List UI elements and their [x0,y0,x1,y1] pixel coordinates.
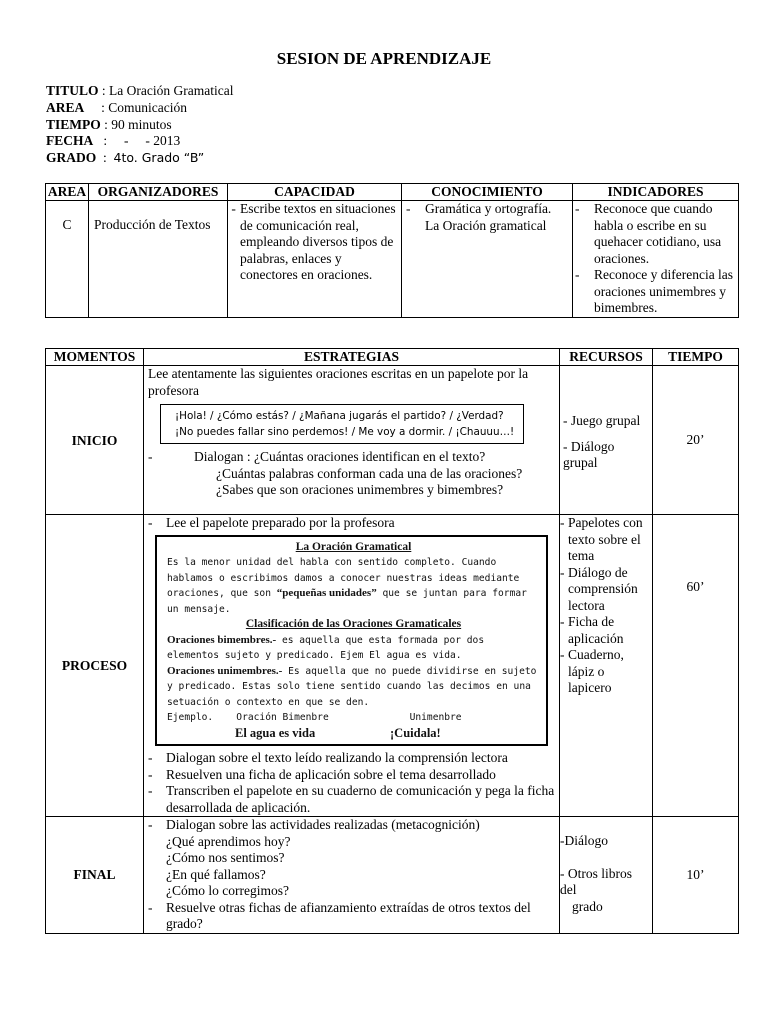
final-q3: ¿En qué fallamos? [166,866,266,882]
meta-fecha-sep: : [93,133,111,149]
final-tiempo: 10’ [653,817,739,934]
papelote-ejemplos [167,726,540,742]
meta-area-key: AREA [46,99,85,115]
papelote-ejemplo-line: Ejemplo. Oración Bimenbre Unimenbre [167,712,462,723]
meta-area [46,100,233,117]
header-estrategias: ESTRATEGIAS [144,349,560,366]
unimembres-label: Oraciones unimembres.- [167,664,283,677]
inicio-intro: Lee atentamente las siguientes oraciones escritas en un papelote por la profesora [148,366,529,398]
cell-conocimiento: - Gramática y ortografía. La Oración gramatical [402,201,573,318]
final-q4: ¿Cómo lo corregimos? [166,883,289,898]
proceso-recursos: - Papelotes con texto sobre el tema - Diálogo de comprensión lectora - Ficha de aplicación - Cuaderno, lápiz o lapicero [560,515,653,817]
header-tiempo: TIEMPO [653,349,739,366]
inicio-dialogan-2: ¿Cuántas palabras conforman cada una de las oraciones? [216,465,523,481]
papelote-unimembres [167,664,540,711]
inicio-dialogan-1: Dialogan : ¿Cuántas oraciones identifican en el texto? [194,449,486,464]
meta-grado-sep: : [96,150,114,166]
papelote-title: La Oración Gramatical [295,540,412,553]
conocimiento-1: Gramática y ortografía. [425,201,552,216]
moment-inicio: INICIO [46,366,144,515]
proceso-item-4: Transcriben el papelote en su cuaderno de comunicación y pega la ficha desarrollada de aplicación. [166,783,555,815]
moment-proceso: PROCESO [46,515,144,817]
papelote-definition-end: que se juntan para formar un mensaje. [167,588,527,615]
moment-final: FINAL [46,817,144,934]
moments-table-header [46,349,739,366]
header-capacidad: CAPACIDAD [228,184,402,201]
final-q1: ¿Qué aprendimos hoy? [166,833,291,849]
proceso-items: - Dialogan sobre el texto leído realizando la comprensión lectora - Resuelven una ficha de aplicación sobre el tema desarrollado - Transcriben el papelote en su cuaderno de comunicación y pega la ficha desarrollada de aplicación. [148,750,555,815]
inicio-recurso-2: - Diálogo grupal [563,438,615,470]
capacidad-text: Escribe textos en situaciones de comunicación real, empleando diversos tipos de palabras, enlaces y conectores en oraciones. [240,201,396,282]
final-recurso-1: -Diálogo [560,833,608,848]
proceso-recurso-1: Papelotes con texto sobre el tema [568,515,643,563]
header-recursos: RECURSOS [560,349,653,366]
header-area: AREA [46,184,89,201]
row-final [46,817,739,934]
final-recurso-3: grado [572,898,603,914]
meta-fecha-value: - - 2013 [110,133,181,149]
meta-fecha [46,133,233,150]
meta-titulo-key: TITULO [46,83,99,98]
cell-indicadores: - Reconoce que cuando habla o escribe en su quehacer cotidiano, usa oraciones. - Reconoce y diferencia las oraciones unimembres y bimembres. [573,201,739,318]
meta-tiempo-value: 90 minutos [111,116,172,132]
meta-titulo-sep: : [98,83,110,98]
proceso-tiempo: 60’ [653,515,739,817]
ejemplo-unimembre: ¡Cuidala! [390,725,441,740]
final-item-2: Resuelve otras fichas de afianzamiento extraídas de otros textos del grado? [166,899,531,931]
header-indicadores: INDICADORES [573,184,739,201]
final-recurso-2: - Otros libros del [560,865,632,897]
proceso-recurso-3: Ficha de aplicación [568,614,624,646]
document-title: SESION DE APRENDIZAJE [276,49,492,68]
proceso-recurso-4: Cuaderno, lápiz o lapicero [568,647,624,695]
moments-table [45,348,739,934]
header-conocimiento: CONOCIMIENTO [402,184,573,201]
meta-grado [46,150,233,167]
papelote-definition-text: Es la menor unidad del habla con sentido completo. Cuando hablamos o escribimos damos a conocer nuestras ideas mediante oraciones, que son [167,557,520,599]
inicio-recursos [560,366,653,515]
proceso-item-3: Resuelven una ficha de aplicación sobre el tema desarrollado [166,766,496,782]
final-q2: ¿Cómo nos sentimos? [166,850,285,865]
cell-organizador: Producción de Textos [89,201,228,318]
papelote-subtitle: Clasificación de las Oraciones Gramaticales [245,618,462,630]
unimembres-text: Es aquella que no puede dividirse en sujeto y predicado. Estas solo tiene sentido cuando las decimos en una setuación o contexto en que se den. [167,665,537,708]
conocimiento-2: La Oración gramatical [425,217,547,233]
row-proceso [46,515,739,817]
proceso-strategies: - Lee el papelote preparado por la profesora La Oración Gramatical Es la menor unidad del habla con sentido completo. Cuando hablamos o escribimos damos a conocer nuestras ideas mediante oraciones, que son “pequeñas unidades” que se juntan para formar un mensaje. Clasificación de las Oraciones Gramaticales Oraciones bimembres.- es aquella que esta formada por dos elementos sujeto y predicado. Ejem El agua es vida. Oraciones unimembres.- Es aquella que no puede dividirse en sujeto y predicado. Estas solo tiene sentido cuando las decimos en una setuación o contexto en que se den. Ejemplo. Oración Bimenbre Unimenbre El agua es vida ¡Cuidala! - Dialogan sobre el texto leído realizando la comprensión lectora - Resuelven una ficha de aplicación sobre el tema desarrollado - Transcriben el papelote en su cuaderno de comunicación y pega la ficha desarrollada de aplicación. [144,515,560,817]
meta-tiempo [46,117,233,134]
proceso-item-lee: Lee el papelote preparado por la profesora [166,515,395,530]
proceso-papelote-box [155,535,548,747]
bimembres-label: Oraciones bimembres.- [167,633,277,646]
inicio-box-line-1: ¡Hola! / ¿Cómo estás? / ¿Mañana jugarás el partido? / ¿Verdad? [175,410,504,422]
planning-table [45,183,739,318]
meta-tiempo-key: TIEMPO [46,116,101,132]
final-recursos [560,817,653,934]
papelote-definition-bold: “pequeñas unidades” [276,587,377,599]
header-momentos: MOMENTOS [46,349,144,366]
meta-grado-value: 4to. Grado “B” [113,150,205,166]
meta-area-sep: : [84,99,109,115]
inicio-box-line-2: ¡No puedes fallar sino perdemos! / Me voy a dormir. / ¡Chauuu…! [175,426,515,438]
meta-tiempo-sep: : [100,116,112,132]
inicio-dialogan-3: ¿Sabes que son oraciones unimembres y bimembres? [216,482,504,497]
proceso-recurso-2: Diálogo de comprensión lectora [568,564,638,613]
inicio-papelote-box [160,404,524,444]
session-metadata [46,83,233,167]
inicio-tiempo: 20’ [653,366,739,515]
indicador-2: Reconoce y diferencia las oraciones unimembres y bimembres. [594,267,734,315]
cell-area: C [46,201,89,318]
meta-grado-key: GRADO [46,150,97,166]
papelote-bimembres [167,633,540,664]
bimembres-text: es aquella que esta formada por dos elementos sujeto y predicado. Ejem El agua es vida. [167,634,485,661]
meta-titulo [46,83,233,100]
inicio-recurso-1: - Juego grupal [563,413,641,428]
proceso-item-2: Dialogan sobre el texto leído realizando la comprensión lectora [166,750,508,765]
meta-titulo-value: La Oración Gramatical [109,83,234,98]
meta-fecha-key: FECHA [46,133,94,149]
planning-table-row [46,201,739,318]
final-item-1: Dialogan sobre las actividades realizadas (metacognición) [166,817,480,832]
ejemplo-bimembre: El agua es vida [235,725,316,740]
indicador-1: Reconoce que cuando habla o escribe en su quehacer cotidiano, usa oraciones. [594,201,722,266]
row-inicio [46,366,739,515]
inicio-strategies: Lee atentamente las siguientes oraciones escritas en un papelote por la profesora ¡Hola! / ¿Cómo estás? / ¿Mañana jugarás el partido? / ¿Verdad? ¡No puedes fallar sino perdemos! / Me voy a dormir. / ¡Chauuu…! - Dialogan : ¿Cuántas oraciones identifican en el texto? ¿Cuántas palabras conforman cada una de las oraciones? ¿Sabes que son oraciones unimembres y bimembres? [144,366,560,515]
header-organizadores: ORGANIZADORES [89,184,228,201]
planning-table-header [46,184,739,201]
final-strategies: - Dialogan sobre las actividades realizadas (metacognición) ¿Qué aprendimos hoy? ¿Cómo nos sentimos? ¿En qué fallamos? ¿Cómo lo corregimos? - Resuelve otras fichas de afianzamiento extraídas de otros textos del grado? [144,817,560,934]
meta-area-value: Comunicación [108,99,188,115]
cell-capacidad: - Escribe textos en situaciones de comunicación real, empleando diversos tipos de palabras, enlaces y conectores en oraciones. [228,201,402,318]
papelote-definition [167,555,540,617]
